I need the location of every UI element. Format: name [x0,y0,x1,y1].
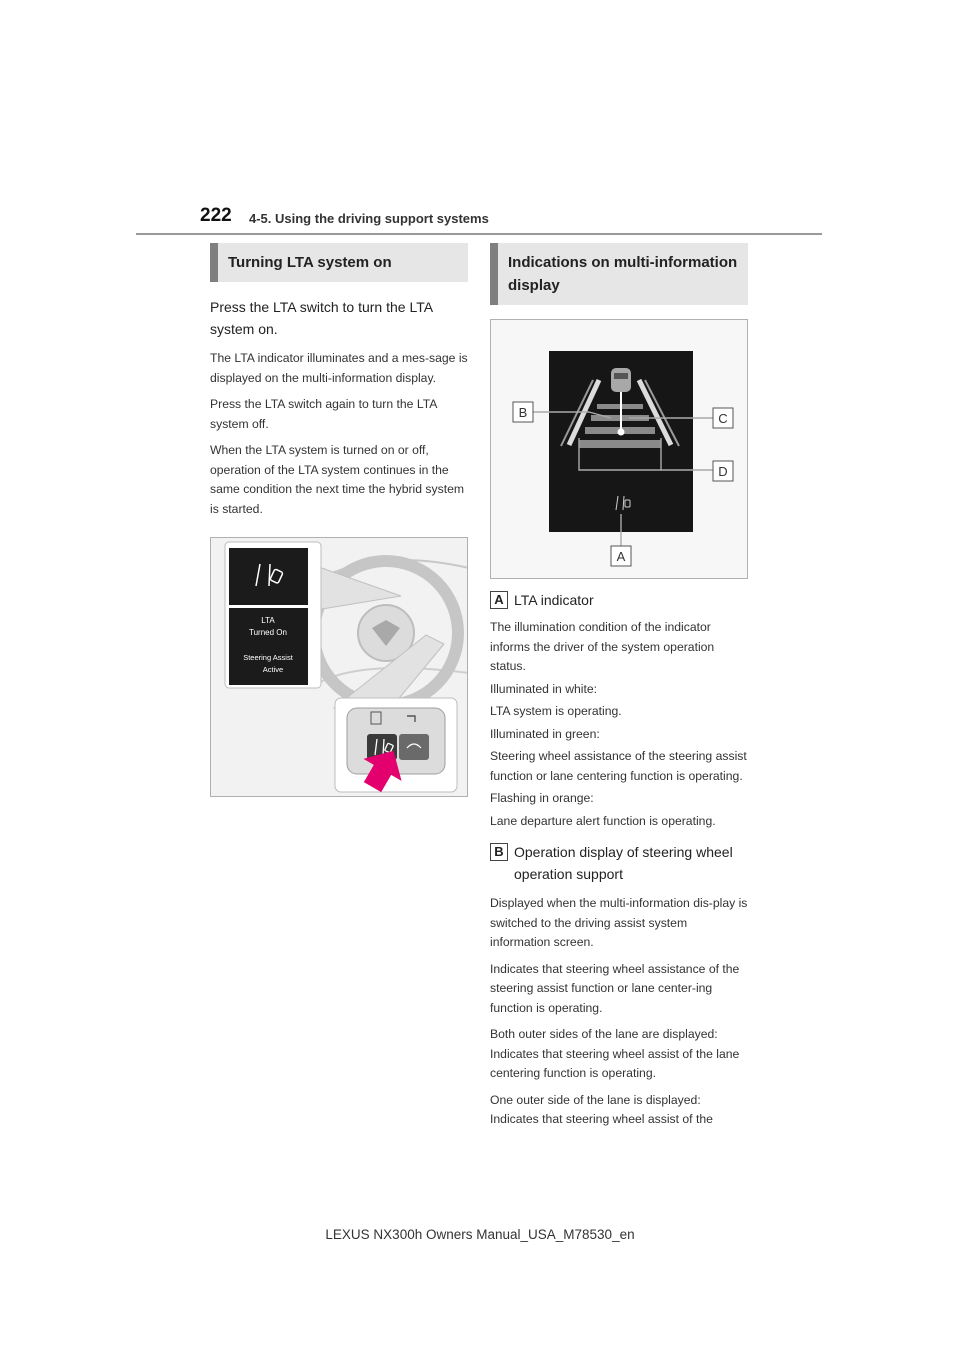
item-letter-a: A [490,591,508,609]
steering-wheel-illustration [211,538,468,797]
header-rule [136,233,822,235]
callout-label-b: B [518,405,528,420]
paragraph: Both outer sides of the lane are displayed: Indicates that steering wheel assist of the lane centering function is operating. [490,1027,740,1080]
paragraph: The illumination condition of the indicator informs the driver of the system operation status. [490,620,715,673]
paragraph: LTA system is operating. [490,704,622,718]
display-text: Turned On [249,628,287,637]
paragraph: The LTA indicator illuminates and a mes-sage is displayed on the multi-information display. [210,351,468,385]
item-b-title [490,841,748,885]
page-header [136,205,822,235]
item-a-title-text: LTA indicator [514,592,594,608]
section-heading-indications: Indications on multi-information display [490,243,748,305]
mid-display-figure [490,319,748,579]
item-a-title [490,589,748,611]
paragraph: One outer side of the lane is displayed: Indicates that steering wheel assist of the [490,1092,713,1126]
paragraph: Flashing in orange: [490,791,594,805]
left-column [210,243,468,797]
paragraph: Displayed when the multi-information dis-play is switched to the driving assist system information screen. [490,896,748,949]
paragraph: Lane departure alert function is operating. [490,813,716,828]
mid-display-illustration [491,320,748,579]
paragraph: When the LTA system is turned on or off, operation of the LTA system continues in the same condition the next time the hybrid system is started. [210,443,465,516]
callout-label-c: C [718,411,728,426]
display-text: LTA [261,616,275,625]
paragraph: Illuminated in green: [490,726,600,741]
item-b-title-text: Operation display of steering wheel operation support [514,844,733,882]
section-heading-lta-on: Turning LTA system on [210,243,468,282]
callout-label-d: D [718,464,728,479]
page-number: 222 [200,205,232,226]
steering-wheel-figure [210,537,468,797]
page-footer: LEXUS NX300h Owners Manual_USA_M78530_en [325,1227,635,1242]
right-column [490,243,748,1130]
paragraph: Illuminated in white: [490,681,598,696]
section-title: 4-5. Using the driving support systems [249,211,489,226]
paragraph: Press the LTA switch again to turn the LTA system off. [210,397,437,431]
lead-text: Press the LTA switch to turn the LTA system on. [210,299,433,337]
callout-label-a: A [616,549,626,564]
display-text: Active [262,665,284,674]
paragraph: Indicates that steering wheel assistance of the steering assist function or lane center-ing function is operating. [490,961,740,1015]
item-letter-b: B [490,843,508,861]
display-text: Steering Assist [243,653,293,662]
paragraph: Steering wheel assistance of the steering assist function or lane centering function is operating. [490,749,747,783]
